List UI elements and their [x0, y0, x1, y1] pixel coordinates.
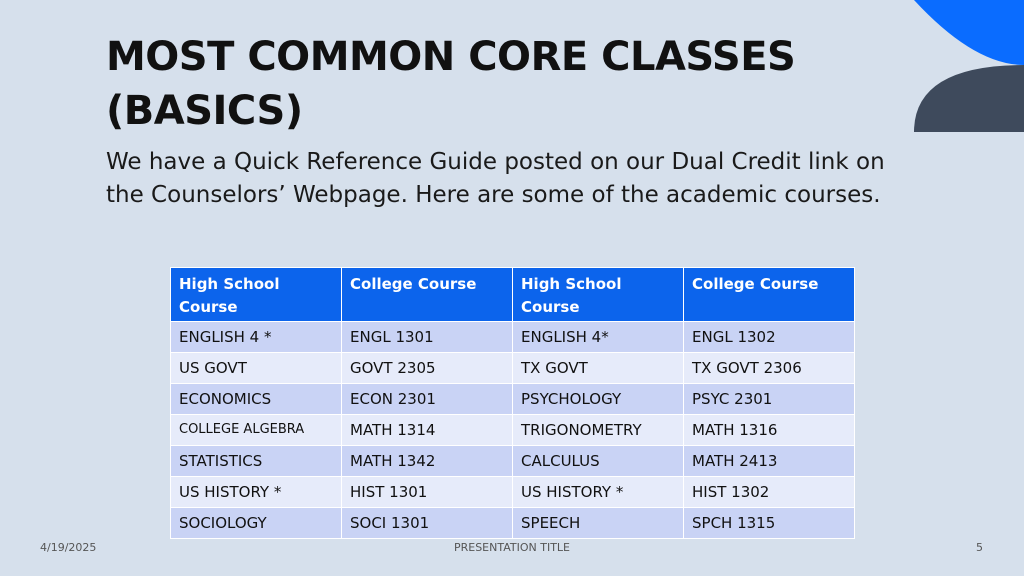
- table-row: [171, 384, 855, 415]
- table-cell: MATH 1342: [342, 446, 513, 477]
- table-cell: COLLEGE ALGEBRA: [171, 415, 342, 446]
- core-classes-table: [170, 267, 855, 539]
- table-cell: ENGLISH 4*: [513, 322, 684, 353]
- page-title: MOST COMMON CORE CLASSES (BASICS): [106, 34, 796, 134]
- table-cell: ECONOMICS: [171, 384, 342, 415]
- table-cell: TX GOVT 2306: [684, 353, 855, 384]
- table-cell: MATH 1314: [342, 415, 513, 446]
- footer-date: 4/19/2025: [40, 541, 97, 554]
- header-college-course-2: College Course: [684, 268, 855, 322]
- table-cell: MATH 1316: [684, 415, 855, 446]
- table-cell: HIST 1302: [684, 477, 855, 508]
- table-cell: US HISTORY *: [513, 477, 684, 508]
- table-cell: GOVT 2305: [342, 353, 513, 384]
- table-cell: US GOVT: [171, 353, 342, 384]
- table-row: [171, 477, 855, 508]
- table-cell: PSYCHOLOGY: [513, 384, 684, 415]
- header-college-course-1: College Course: [342, 268, 513, 322]
- table-cell: TX GOVT: [513, 353, 684, 384]
- table-cell: ENGL 1302: [684, 322, 855, 353]
- footer-presentation-title: PRESENTATION TITLE: [453, 541, 571, 554]
- table-cell: US HISTORY *: [171, 477, 342, 508]
- table-cell: SPEECH: [513, 508, 684, 539]
- table-cell: SOCIOLOGY: [171, 508, 342, 539]
- table-row: [171, 322, 855, 353]
- table-cell: TRIGONOMETRY: [513, 415, 684, 446]
- table-row: [171, 446, 855, 477]
- table-cell: MATH 2413: [684, 446, 855, 477]
- table-row: [171, 415, 855, 446]
- table-cell: SOCI 1301: [342, 508, 513, 539]
- table-cell: HIST 1301: [342, 477, 513, 508]
- decorative-shapes: [914, 0, 1024, 135]
- header-high-school-course-2: High School Course: [513, 268, 684, 322]
- table-row: [171, 353, 855, 384]
- table-header-row: [171, 268, 855, 322]
- slate-shape: [914, 65, 1024, 132]
- table-cell: ENGLISH 4 *: [171, 322, 342, 353]
- footer-page-number: 5: [976, 541, 983, 554]
- table-cell: STATISTICS: [171, 446, 342, 477]
- header-high-school-course-1: High School Course: [171, 268, 342, 322]
- table-cell: ECON 2301: [342, 384, 513, 415]
- table-cell: PSYC 2301: [684, 384, 855, 415]
- page-subtitle: We have a Quick Reference Guide posted on our Dual Credit link on the Counselors’ Webpage. Here are some of the academic courses.: [106, 149, 885, 208]
- table-cell: SPCH 1315: [684, 508, 855, 539]
- table-cell: ENGL 1301: [342, 322, 513, 353]
- blue-shape: [914, 0, 1024, 65]
- table-row: [171, 508, 855, 539]
- table-cell: CALCULUS: [513, 446, 684, 477]
